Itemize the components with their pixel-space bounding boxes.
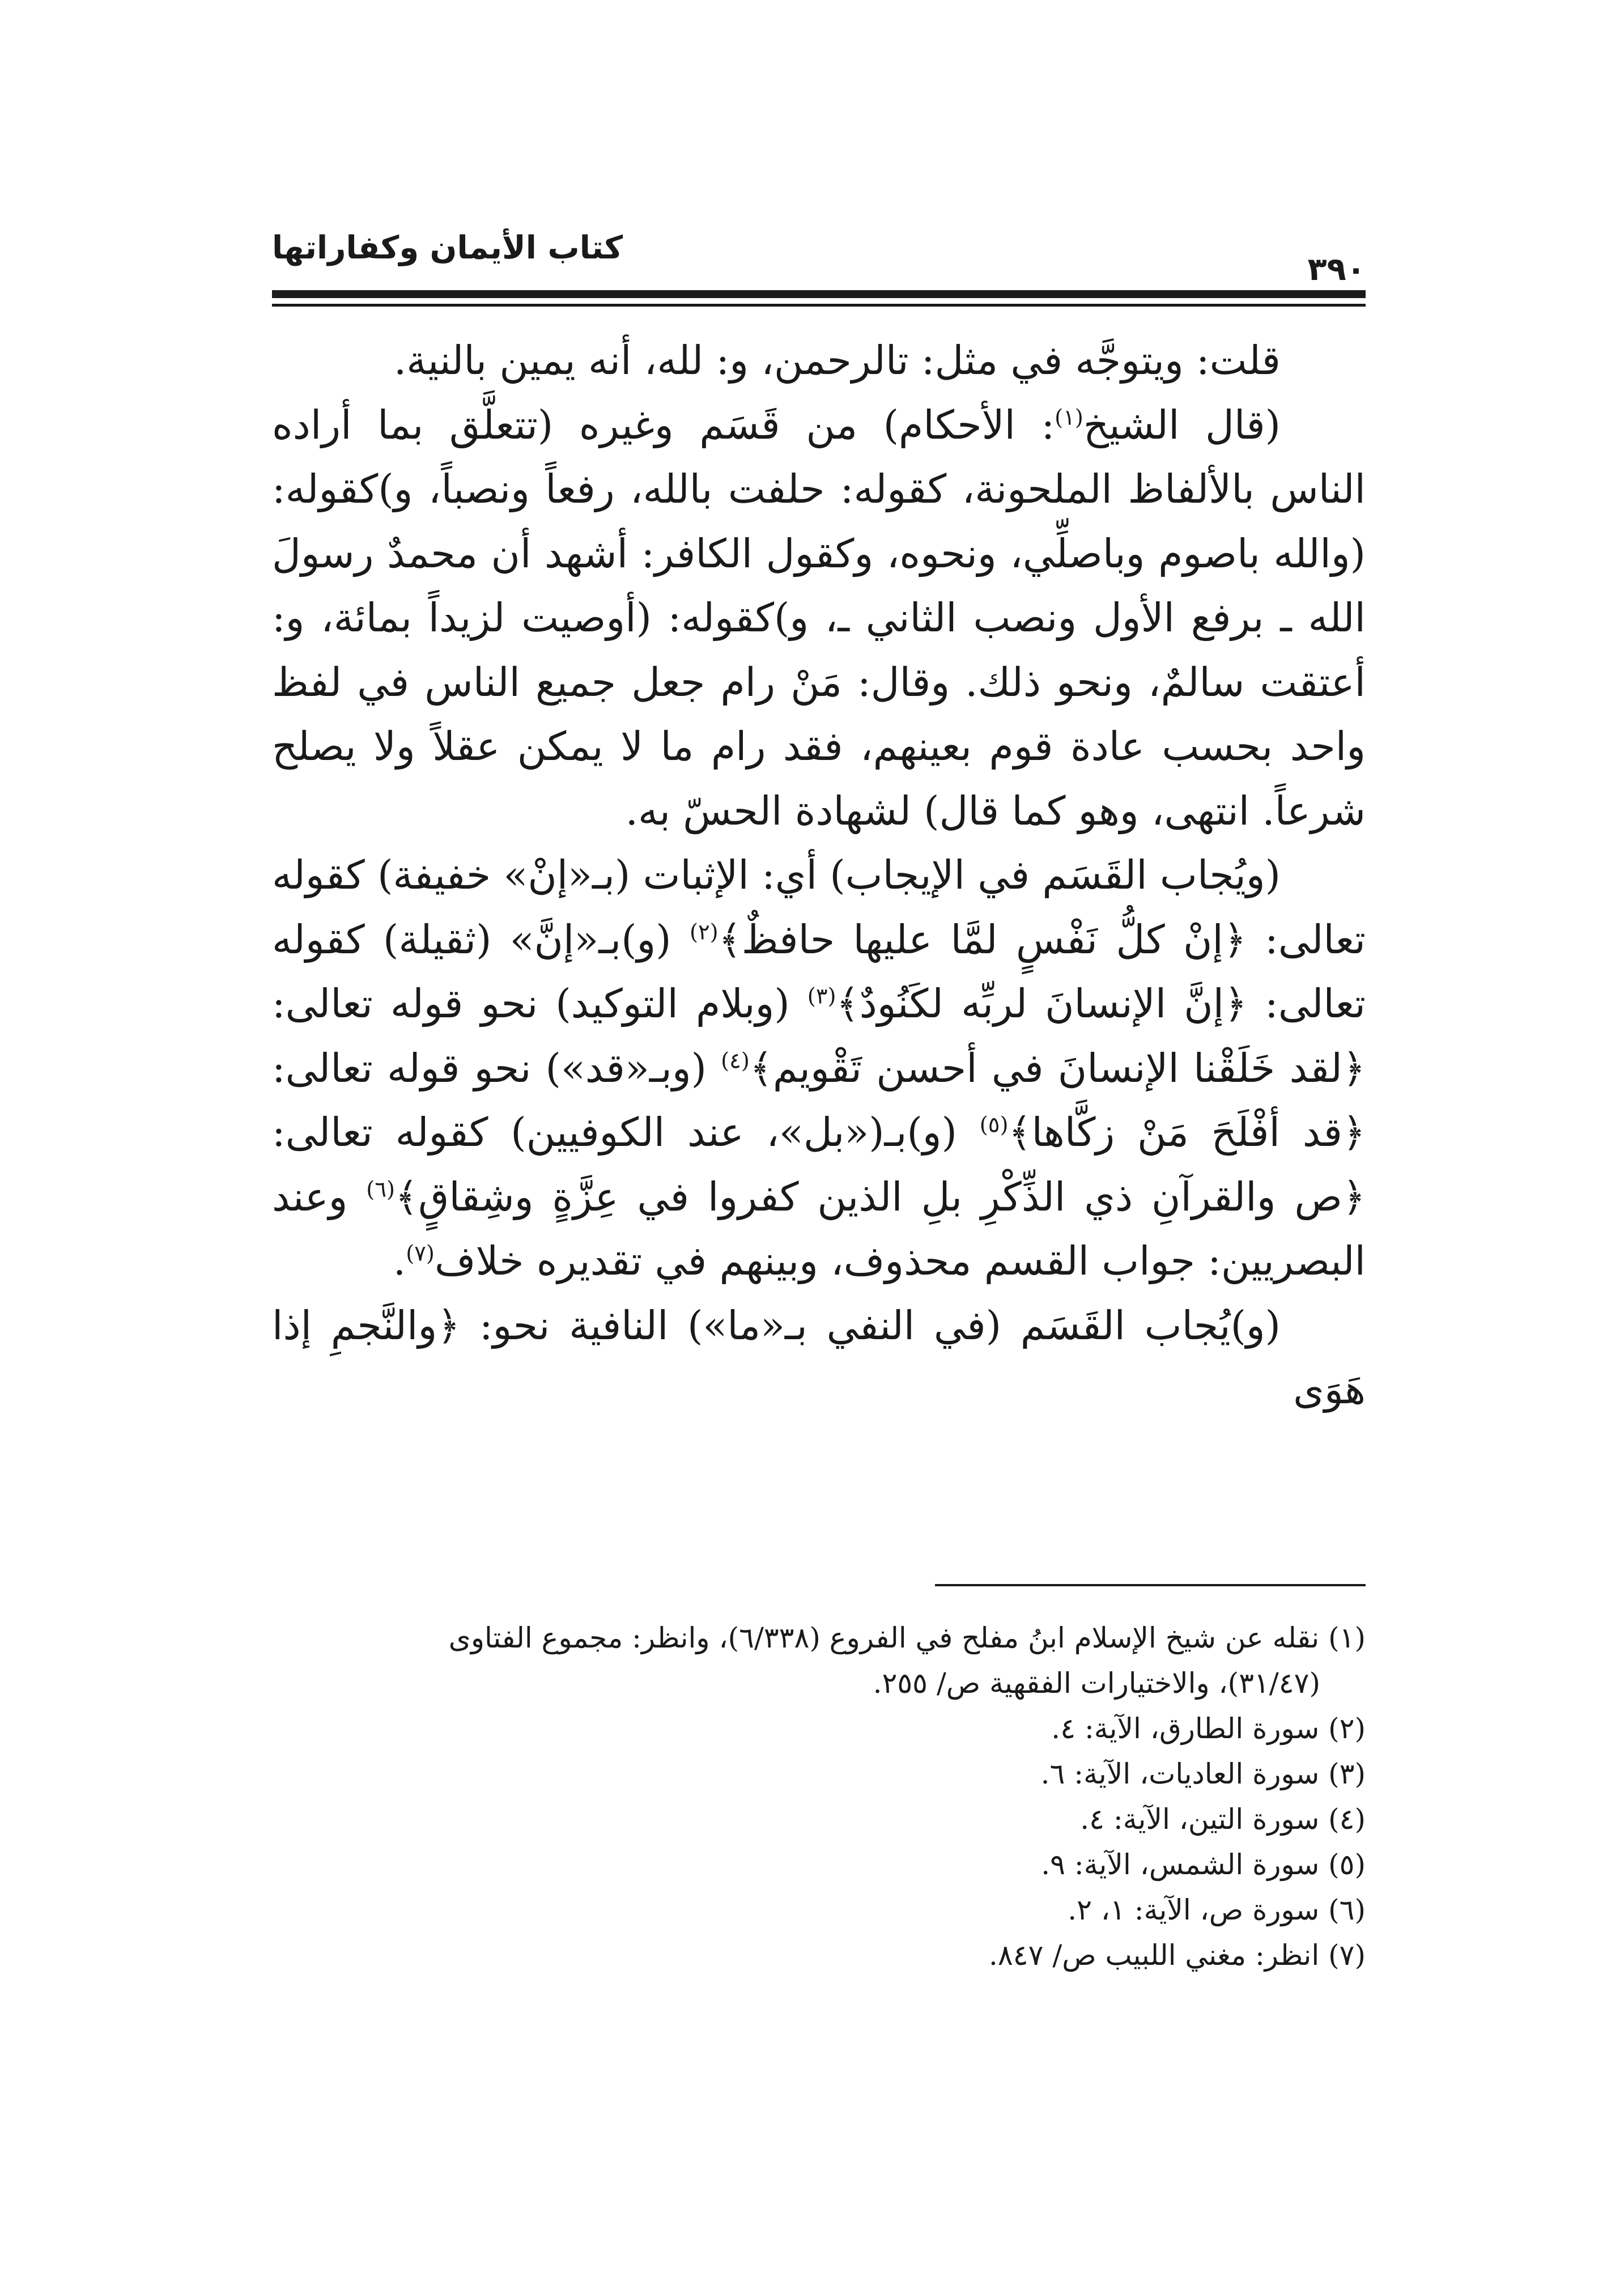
paragraph-1: قلت: ويتوجَّه في مثل: تالرحمن، و: لله، أنه يمين بالنية.	[394, 337, 1281, 384]
paragraph-3	[272, 843, 1366, 1294]
footnote-ref-3: (٣)	[807, 983, 836, 1009]
footnote-separator	[935, 1584, 1366, 1586]
main-text	[272, 329, 1366, 1422]
footnote-3: (٣) سورة العاديات، الآية: ٦.	[1040, 1757, 1366, 1790]
footnote-ref-5: (٥)	[979, 1112, 1009, 1138]
p3-part-c: (وبلام التوكيد) نحو قوله تعالى: ﴿لقد خَلَقْنا الإنسانَ في أحسن تَقْويم﴾	[272, 980, 1366, 1092]
paragraph-4: (و)يُجاب القَسَم (في النفي بـ«ما») النافية نحو: ﴿والنَّجمِ إذا هَوَى	[272, 1302, 1366, 1413]
p3-part-f: وعند البصريين: جواب القسم محذوف، وبينهم في تقديره خلاف	[272, 1173, 1366, 1284]
footnote-ref-6: (٦)	[366, 1177, 396, 1203]
running-title: كتاب الأيمان وكفاراتها	[272, 230, 623, 266]
paragraph-2	[272, 393, 1366, 844]
footnote-5: (٥) سورة الشمس، الآية: ٩.	[1041, 1848, 1366, 1881]
footnote-1-continued: (٣١/٤٧)، والاختيارات الفقهية ص/ ٢٥٥.	[873, 1667, 1320, 1700]
p3-part-a: (ويُجاب القَسَم في الإيجاب) أي: الإثبات (بـ«إنْ» خفيفة) كقوله تعالى: ﴿إنْ كلُّ نَفْسٍ لمَّا عليها حافظٌ﴾	[272, 852, 1366, 963]
footnote-1: (١) نقله عن شيخ الإسلام ابنُ مفلح في الفروع (٦/٣٣٨)، وانظر: مجموع الفتاوى	[448, 1621, 1366, 1654]
footnote-7: (٧) انظر: مغني اللبيب ص/ ٨٤٧.	[988, 1939, 1366, 1972]
p3-part-d: (وبـ«قد») نحو قوله تعالى: ﴿قد أفْلَحَ مَنْ زكَّاها﴾	[272, 1044, 1366, 1156]
page-header	[272, 224, 1366, 286]
footnote-ref-4: (٤)	[721, 1048, 750, 1074]
p2-part-a: (قال الشيخ	[1083, 401, 1281, 448]
footnote-ref-1: (١)	[1055, 405, 1083, 431]
footnote-ref-2: (٢)	[689, 919, 719, 945]
header-rule-thick	[272, 290, 1366, 298]
footnote-4: (٤) سورة التين، الآية: ٤.	[1080, 1803, 1366, 1836]
footnote-2: (٢) سورة الطارق، الآية: ٤.	[1051, 1712, 1366, 1745]
p2-part-b: : الأحكام) من قَسَم وغيره (تتعلَّق بما أراده الناس بالألفاظ الملحونة، كقوله: حلفت بالله، رفعاً ونصباً، و)كقوله: (والله باصوم وباصلِّي، ونحوه، وكقول الكافر: أشهد أن محمدٌ رسولَ الله ـ برفع الأول ونصب الثاني ـ، و)كقوله: (أوصيت لزيداً بمائة، و: أعتقت سالمٌ، ونحو ذلك. وقال: مَنْ رام جعل جميع الناس في لفظ واحد بحسب عادة قوم بعينهم، فقد رام ما لا يمكن عقلاً ولا يصلح شرعاً. انتهى، وهو كما قال) لشهادة الحسّ به.	[272, 401, 1366, 834]
header-rule-thin	[272, 304, 1366, 307]
page-number: ٣٩٠	[1307, 251, 1366, 288]
p3-part-e: (و)بـ(«بل»، عند الكوفيين) كقوله تعالى: ﴿ص والقرآنِ ذي الذِّكْرِ بلِ الذين كفروا في عِزَّةٍ وشِقاقٍ﴾	[272, 1109, 1366, 1220]
footnote-6: (٦) سورة ص، الآية: ١، ٢.	[1068, 1893, 1366, 1926]
footnote-ref-7: (٧)	[406, 1241, 435, 1267]
footnotes	[272, 1615, 1366, 1978]
p3-part-b: (و)بـ«إنَّ» (ثقيلة) كقوله تعالى: ﴿إنَّ الإنسانَ لربِّه لكَنُودٌ﴾	[272, 916, 1366, 1027]
p3-part-g: .	[393, 1238, 406, 1284]
